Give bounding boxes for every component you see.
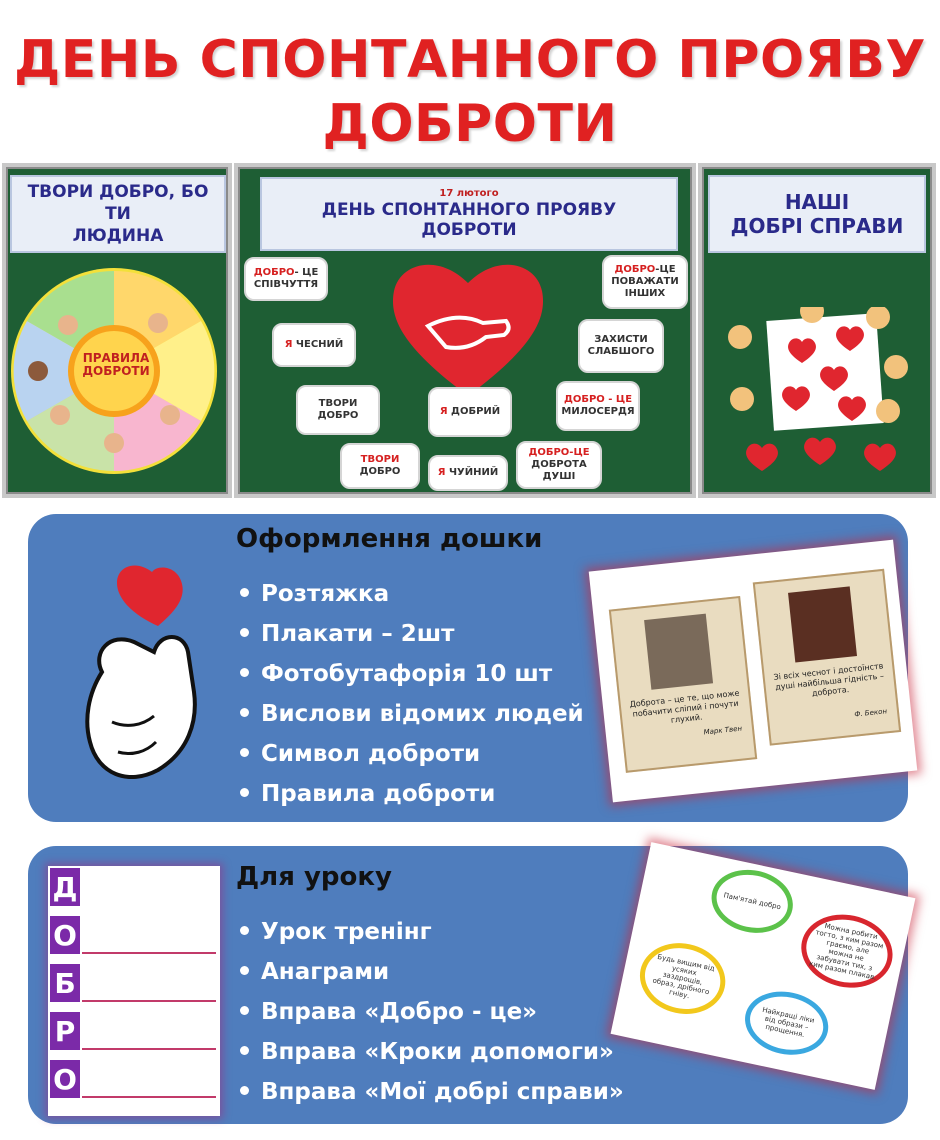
- list-item: Правила доброти: [240, 774, 584, 814]
- list-item: Вправа «Мої добрі справи»: [240, 1072, 624, 1112]
- twain-quote: Доброта – це те, що може побачити сліпий і почути глухий.: [629, 688, 740, 725]
- acrostic-letter: О: [50, 1060, 80, 1098]
- left-banner-line1: ТВОРИ ДОБРО, БО ТИ: [27, 182, 209, 224]
- list-item: Вправа «Кроки допомоги»: [240, 1032, 624, 1072]
- acrostic-letter: Б: [50, 964, 80, 1002]
- main-title-line2: ДОБРОТИ: [322, 94, 618, 154]
- lesson-title: Для уроку: [236, 862, 392, 892]
- list-item: Анаграми: [240, 952, 624, 992]
- center-banner-date: 17 лютого: [439, 188, 499, 199]
- lesson-list: [240, 912, 624, 1112]
- card-zakhysty-slabshoho: ЗАХИСТИ СЛАБШОГО: [578, 319, 664, 373]
- wheel-center-line2: ДОБРОТИ: [82, 364, 150, 378]
- main-title: [0, 28, 940, 156]
- card-dobrota-dushi: ДОБРО-ЦЕ ДОБРОТА ДУШІ: [516, 441, 602, 489]
- acrostic-letter: Р: [50, 1012, 80, 1050]
- right-board-banner: [708, 175, 926, 253]
- bubble-yellow: Будь вищим від усяких заздрощів, образ, дрібного гніву.: [633, 935, 732, 1021]
- center-banner-line1: ДЕНЬ СПОНТАННОГО ПРОЯВУ: [321, 200, 617, 220]
- center-board: [234, 163, 696, 498]
- quotes-photo: [589, 540, 918, 803]
- quote-card-twain: [609, 596, 757, 773]
- dobro-acrostic: [48, 866, 220, 1116]
- bubble-red: Можна робити тогто, з ким разом граємо, але можна не забувати тих, з ким разом плакав.: [794, 906, 899, 996]
- bacon-author: Ф. Бекон: [854, 707, 888, 719]
- card-ya-dobryi: Я ДОБРИЙ: [428, 387, 512, 437]
- list-item: Плакати – 2шт: [240, 614, 584, 654]
- acrostic-letter: О: [50, 916, 80, 954]
- left-banner-line2: ЛЮДИНА: [72, 226, 164, 246]
- bacon-portrait: [788, 586, 857, 662]
- bubble-blue: Найкращі ліки від образи – прощення.: [739, 984, 834, 1062]
- acrostic-letter: Д: [50, 868, 80, 906]
- right-banner-line2: ДОБРІ СПРАВИ: [730, 214, 904, 238]
- list-item: Урок тренінг: [240, 912, 624, 952]
- bacon-quote: Зі всіх чеснот і достоїнств душі найбільша гідність – доброта.: [773, 661, 885, 698]
- list-item: Символ доброти: [240, 734, 584, 774]
- card-dobro-spivchuttia: ДОБРО- ЦЕ СПІВЧУТТЯ: [244, 257, 328, 301]
- card-myloserdia: ДОБРО - ЦЕ МИЛОСЕРДЯ: [556, 381, 640, 431]
- twain-portrait: [644, 614, 713, 690]
- wheel-center-label: [76, 352, 156, 378]
- acrostic-letters: [50, 868, 80, 1098]
- good-deeds-hearts: [702, 307, 932, 487]
- twain-author: Марк Твен: [703, 724, 743, 737]
- heart-hands-icon: [388, 251, 548, 401]
- list-item: Розтяжка: [240, 574, 584, 614]
- center-board-banner: [260, 177, 678, 251]
- wheel-center-line1: ПРАВИЛА: [82, 351, 150, 365]
- card-povazhaty-inshykh: ДОБРО-ЦЕ ПОВАЖАТИ ІНШИХ: [602, 255, 688, 309]
- finger-heart-icon: [72, 562, 220, 798]
- bubble-green: Пам'ятай добро: [706, 862, 799, 940]
- list-item: Вислови відомих людей: [240, 694, 584, 734]
- card-tvory-dobro-2: ТВОРИ ДОБРО: [340, 443, 420, 489]
- list-item: Вправа «Добро - це»: [240, 992, 624, 1032]
- right-board: [698, 163, 936, 498]
- left-board: [2, 163, 232, 498]
- main-title-line1: ДЕНЬ СПОНТАННОГО ПРОЯВУ: [13, 30, 926, 90]
- quote-card-bacon: [753, 569, 901, 746]
- left-board-banner: [10, 175, 226, 253]
- board-design-list: [240, 574, 584, 814]
- center-banner-line2: ДОБРОТИ: [421, 220, 517, 240]
- card-ya-chuinyi: Я ЧУЙНИЙ: [428, 455, 508, 491]
- board-design-title: Оформлення дошки: [236, 524, 543, 554]
- list-item: Фотобутафорія 10 шт: [240, 654, 584, 694]
- card-ya-chesnyi: Я ЧЕСНИЙ: [272, 323, 356, 367]
- right-banner-line1: НАШІ: [784, 190, 850, 214]
- card-tvory-dobro-1: ТВОРИ ДОБРО: [296, 385, 380, 435]
- acrostic-lines: [82, 906, 216, 1106]
